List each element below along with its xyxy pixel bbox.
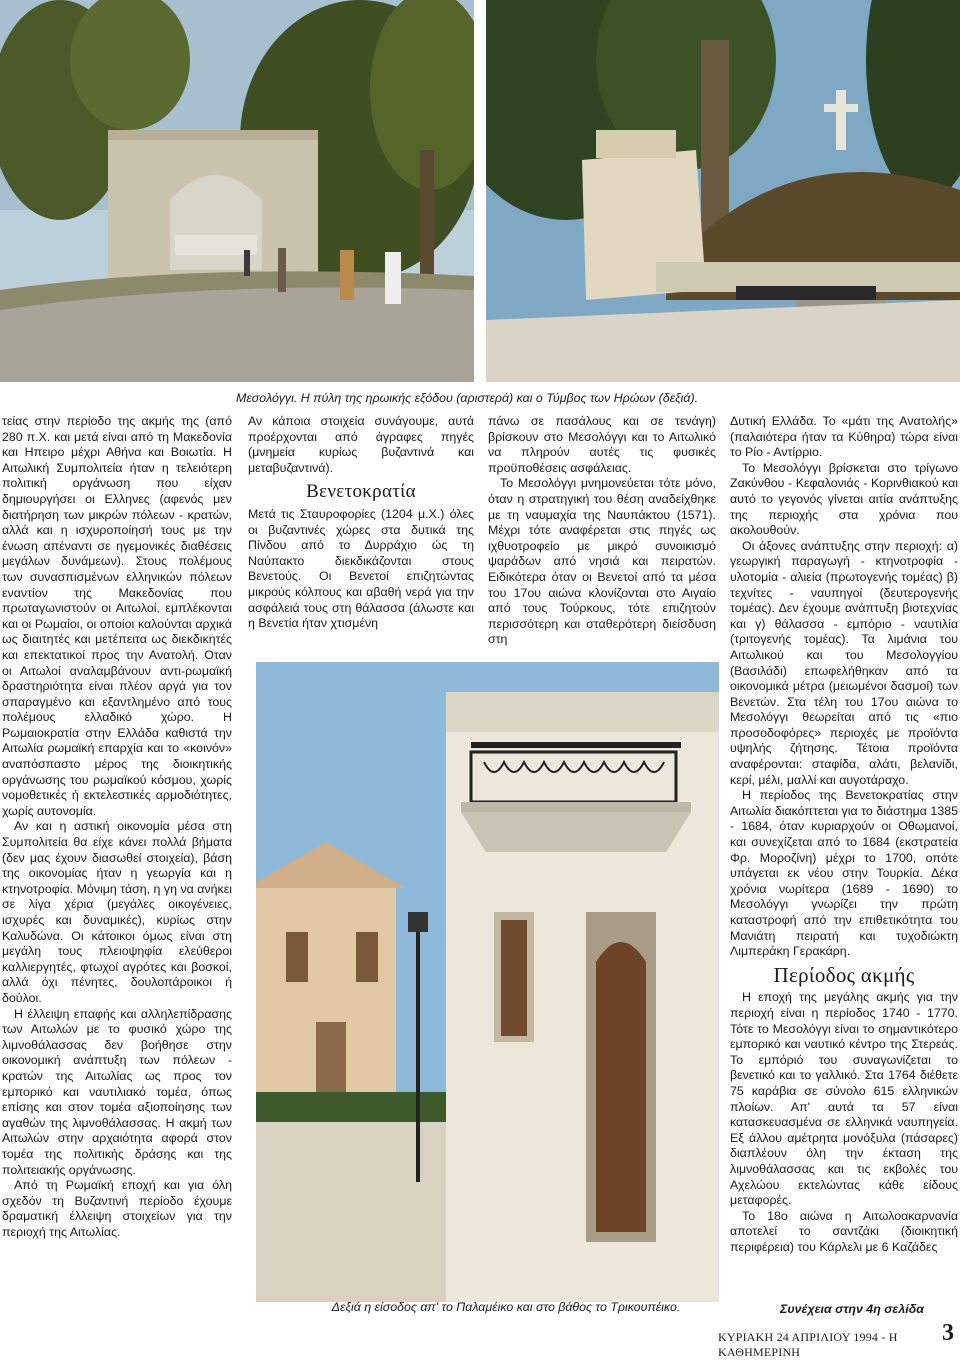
page-number: 3	[942, 1320, 954, 1346]
article-column-1	[2, 414, 232, 1240]
col4-paragraph-4: Η περίοδος της Βενετοκρατίας στην Αιτωλία διακόπτεται για το διάστημα 1385 - 1684, όταν κυριαρχούν οι Οθωμανοί, και συνεχίζεται από το 1684 (εκστρατεία Φρ. Μοροζίνη) μέχρι το 1700, οπότε υπάγεται εκ νέου στην Τουρκία. Δέκα χρόνια νωρίτερα (1689 - 1690) το Μεσολόγγι γνωρίζει την πρώτη καταστροφή από την επιθετικότητα του Μανιάτη πειρατή και τυχοδιώκτη Λιμπεράκη Γερακάρη.	[730, 788, 958, 959]
continued-on-page-note: Συνέχεια στην 4η σελίδα	[780, 1302, 924, 1316]
col1-paragraph-2: Αν και η αστική οικονομία μέσα στη Συμπολιτεία θα είχε κάνει πολλά βήματα (δεν μας έχουν διασωθεί στοιχεία), βάση της οικονομίας ήταν η γεωργία και η κτηνοτροφία. Μόνιμη τάση, η γη να ανήκει σε λίγα χέρια (μεγάλες οικογένειες, ισχυρές και δυναμικές), κυρίως στην Καλυδώνα. Οι κάτοικοι όμως είναι στη μεγάλη τους πλειοψηφία ελεύθεροι καλλιεργητές, φτωχοί αγρότες και βοσκοί, αλλά όχι πένητες, δουλοπάροικοι ή δούλοι.	[2, 819, 232, 1005]
col3-paragraph-1: πάνω σε πασάλους και σε τενάγη) βρίσκουν στο Μεσολόγγι και το Αιτωλικό να πληρούν αυτές τις φυσικές προϋποθέσεις ασφάλειας.	[488, 414, 716, 475]
article-column-3	[488, 414, 716, 648]
footer-date-publication: ΚΥΡΙΑΚΗ 24 ΑΠΡΙΛΙΟΥ 1994 - Η ΚΑΘΗΜΕΡΙΝΗ	[718, 1330, 898, 1359]
col1-paragraph-4: Από τη Ρωμαϊκή εποχή και για όλη σχεδόν τη Βυζαντινή περίοδο έχουμε δραματική έλλειψη στοιχείων για την περιοχή της Αιτωλίας.	[2, 1178, 232, 1239]
photo-caption-top: Μεσολόγγι. Η πύλη της ηρωικής εξόδου (αριστερά) και ο Τύμβος των Ηρώων (δεξιά).	[236, 391, 699, 405]
col4-paragraph-5: Η εποχή της μεγάλης ακμής για την περιοχή είναι η περίοδος 1740 - 1770. Τότε το Μεσολόγγι είναι το σημαντικότερο εμπορικό και ναυτικό κέντρο της Στερεάς. Το εμπόριό του συναγωνίζεται το βενετικό και το γαλλικό. Στα 1764 διέθετε 75 καράβια σε σύνολο 615 ελληνικών πλοίων. Απ' αυτά τα 57 είναι κατασκευασμένα σε ελληνικά ναυπηγεία. Εξ άλλου αμέτρητα μονόξυλα (πάσαρες) διαπλέουν όλη την έκταση της λιμνοθάλασσας και τις εκβολές του Αχελώου εκτελώντας κάθε είδους μεταφορές.	[730, 990, 958, 1208]
article-column-2	[248, 414, 474, 632]
col4-paragraph-6: Το 18ο αιώνα η Αιτωλοακαρνανία αποτελεί το σαντζάκι (διοικητική περιφέρεια) του Κάρλελι με 6 Καζάδες	[730, 1208, 958, 1254]
photo-exodus-gate	[0, 0, 474, 382]
col4-paragraph-1: Δυτική Ελλάδα. Το «μάτι της Ανατολής» (παλαιότερα ήταν τα Κύθηρα) τώρα είναι το Ρίο - Αντίρριο.	[730, 414, 958, 460]
col1-paragraph-1: τείας στην περίοδο της ακμής της (από 280 π.Χ. και μετά είναι από τη Μακεδονία και Ηπειρο μέχρι Αθήνα και Βοιωτία. Η Αιτωλική Συμπολιτεία ήταν η τελειότερη πολιτική οργάνωση που είχαν δημιουργήσει οι Ελληνες (αφενός μεν διατήρηση των μικρών πόλεων - κρατών, αλλά και η ισχυροποίησή τους με την ένωση απέναντι σε ηγεμονικές διαθέσεις μεγάλων δυνάμεων). Στους πολέμους των συνασπισμένων ελληνικών πόλεων εναντίον της Μακεδονίας που πρωταγωνιστούν οι Αιτωλοί, εμπλέκονται και οι Ρωμαίοι, οι οποίοι καλούνται αρχικά ως διαιτητές και μετέπειτα ως διεκδικητές και επεκτατικοί προς την Ανατολή. Οταν οι Αιτωλοί αναλαμβάνουν αντι-ρωμαϊκή δραστηριότητα είναι πλέον αργά για τον σπαραγμένο και εξαντλημένο από τους πολέμους ελλαδικό χώρο. Η Ρωμαιοκρατία στην Ελλάδα καθιστά την Αιτωλία ρωμαϊκή επαρχία και το «κοινόν» αναπόσπαστο μέρος της διοικητικής οργάνωσης του ρωμαϊκού κόσμου, χωρίς νομοθετικές ή εκτελεστικές αρμοδιότητες, χωρίς αυτονομία.	[2, 414, 232, 818]
photo-palameiko-entrance	[256, 662, 719, 1302]
col1-paragraph-3: Η έλλειψη επαφής και αλληλεπίδρασης των Αιτωλών με το φυσικό χώρο της λιμνοθάλασσας δεν βοήθησε στην οικονομική ανάπτυξη των πόλεων - κρατών της Αιτωλίας ως προς τον εμπορικό και ναυτιλιακό τομέα, όπως επίσης και στον τομέα αξιοποίησης των αγαθών της λιμνοθάλασσας. Η ακμή των Αιτωλών στην αρχαιότητα αφορά στον τομέα της πολιτικής δράσης και της πολιτειακής οργάνωσης.	[2, 1006, 232, 1177]
section-heading-peak-period: Περίοδος ακμής	[773, 962, 915, 987]
photo-heroes-tomb	[486, 0, 960, 382]
col2-intro: Αν κάποια στοιχεία συνάγουμε, αυτά προέρχονται από άγραφες πηγές (μνημεία κυρίως βυζαντινά και μεταβυζαντινά).	[248, 414, 474, 475]
col4-paragraph-2: Το Μεσολόγγι βρίσκεται στο τρίγωνο Ζακύνθου - Κεφαλονιάς - Κορινθιακού και αυτό το γεγονός γίνεται αιτία ανάπτυξης της περιοχής στα χρόνια που ακολουθούν.	[730, 460, 958, 538]
photo-caption-bottom: Δεξιά η είσοδος απ' το Παλαμέικο και στο βάθος το Τρικουπέικο.	[331, 1300, 681, 1314]
col4-paragraph-3: Οι άξονες ανάπτυξης στην περιοχή: α) γεωργική παραγωγή - κτηνοτροφία - υλοτομία - αλιεία (πρωτογενής τομέας) β) τεχνίτες - ναυπηγοί (δευτερογενής τομέας). Δεν έχουμε ανάπτυξη βιοτεχνίας και γ) θάλασσα - εμπόριο - ναυτιλία (τριτογενής τομέας). Τα λιμάνια του Αιτωλικού και του Μεσολογγίου (Βασιλάδι) επωφελήθηκαν από τα οικονομικά μέτρα (μειωμένοι δασμοί) των Βενετών. Στα τέλη του 17ου αιώνα το Μεσολόγγι θεωρείται από τις «πιο προσοδοφόρες» περιοχές με προϊόντα υψηλής ζήτησης. Τέτοια προϊόντα αναφέρονται: σταφίδα, αλάτι, βελανίδι, κερί, μέλι, μαλλί και αυγοτάραχο.	[730, 538, 958, 787]
col2-paragraph-1: Μετά τις Σταυροφορίες (1204 μ.Χ.) όλες οι βυζαντινές χώρες στα δυτικά της Πίνδου από το Δυρράχιο ώς τη Ναύπακτο διεκδικάζονται στους Βενετούς. Οι Βενετοί επιζητώντας μικρούς κόλπους και αβαθή νερά για την ασφάλειά τους στη θάλασσα (άλωστε και η Βενετία ήταν χτισμένη	[248, 506, 474, 631]
article-column-4	[730, 414, 958, 1255]
section-heading-venetian-rule: Βενετοκρατία	[306, 481, 416, 503]
col3-paragraph-2: Το Μεσολόγγι μνημονεύεται τότε μόνο, όταν η στρατηγική του θέση αναδείχθηκε με τη ναυμαχία της Ναυπάκτου (1571). Μέχρι τότε αναφέρεται στις πηγές ως ιχθυοτροφείο με μικρό συνοικισμό ψαράδων από νησιά και πειρατών. Ειδικότερα όταν οι Βενετοί από τα μέσα του 17ου αιώνα κλονίζονται στο Αιγαίο από τους Τούρκους, τότε επιζητούν περισσότερη και σταθερότερη διείσδυση στη	[488, 476, 716, 647]
